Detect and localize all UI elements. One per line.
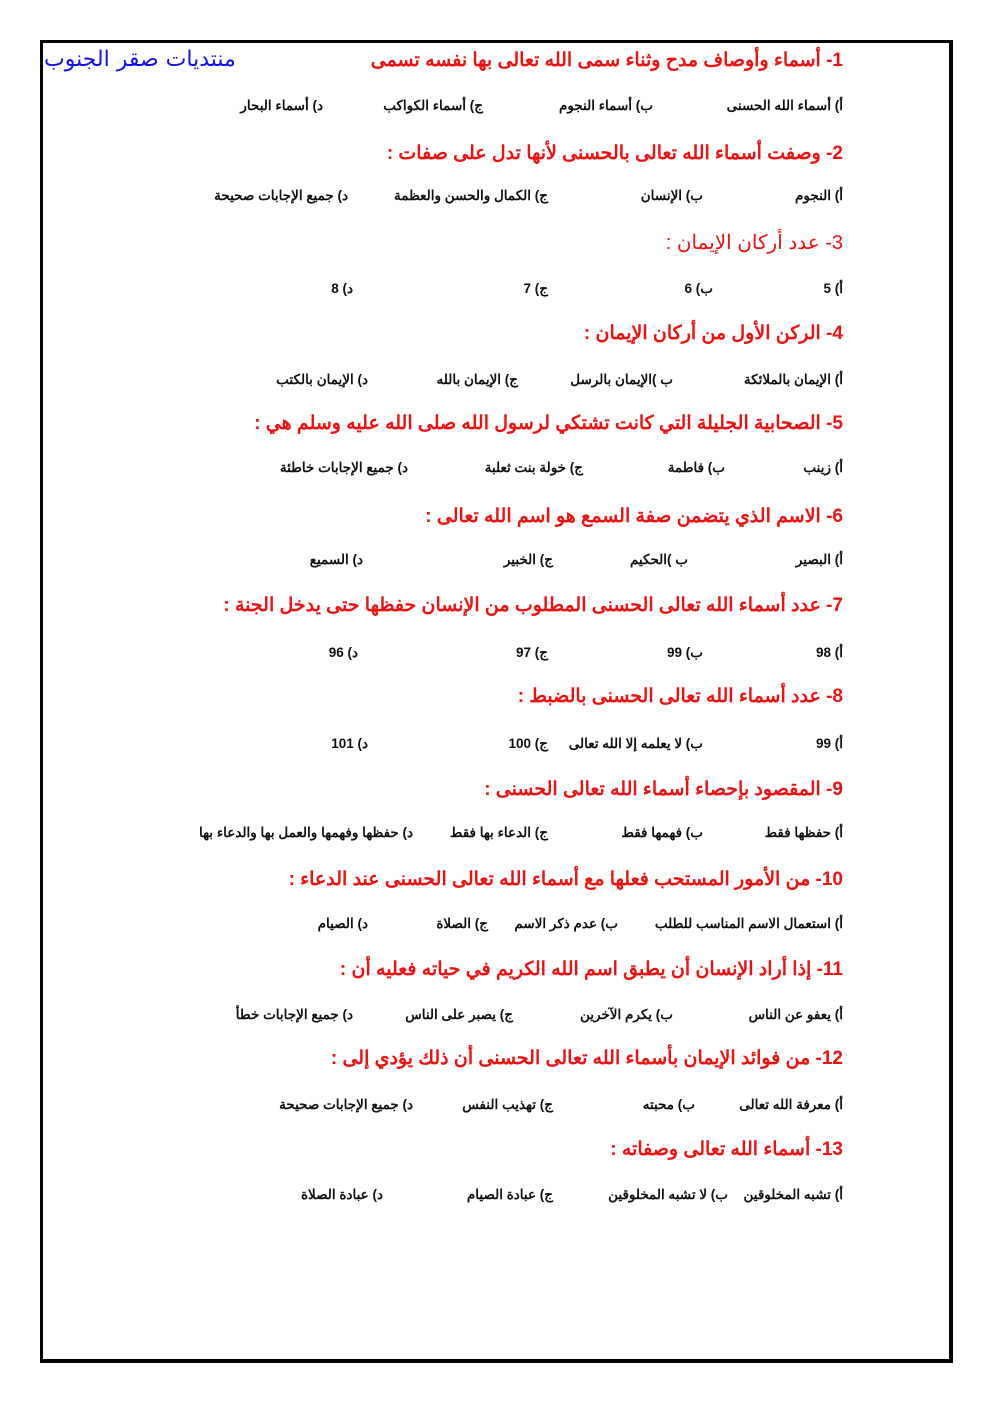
option-11b: ب) يكرم الآخرين — [579, 1007, 673, 1022]
option-11d: د) جميع الإجابات خطأ — [235, 1007, 353, 1022]
option-10b: ب) عدم ذكر الاسم — [514, 916, 618, 931]
option-8d: د) 101 — [331, 736, 368, 751]
question-1: 1- أسماء وأوصاف مدح وثناء سمى الله تعالى بها نفسه تسمى — [370, 50, 843, 71]
option-9d: د) حفظها وفهمها والعمل بها والدعاء بها — [198, 825, 413, 840]
option-1d: د) أسماء البحار — [240, 98, 323, 113]
option-7d: د) 96 — [328, 645, 358, 660]
option-4b: ب )الإيمان بالرسل — [570, 372, 673, 387]
option-2b: ب) الإنسان — [640, 188, 703, 203]
option-12b: ب) محبته — [642, 1097, 695, 1112]
option-4a: أ) الإيمان بالملائكة — [743, 372, 843, 387]
option-7a: أ) 98 — [815, 645, 843, 660]
option-13d: د) عبادة الصلاة — [300, 1187, 383, 1202]
option-1c: ج) أسماء الكواكب — [383, 98, 483, 113]
option-3d: د) 8 — [331, 281, 353, 296]
question-8: 8- عدد أسماء الله تعالى الحسنى بالضبط : — [517, 686, 843, 707]
option-6a: أ) البصير — [795, 552, 843, 567]
option-10d: د) الصيام — [317, 916, 368, 931]
question-9: 9- المقصود بإحصاء أسماء الله تعالى الحسنى : — [484, 779, 843, 800]
question-4: 4- الركن الأول من أركان الإيمان : — [583, 323, 843, 344]
option-12c: ج) تهذيب النفس — [462, 1097, 553, 1112]
question-12: 12- من فوائد الإيمان بأسماء الله تعالى الحسنى أن ذلك يؤدي إلى : — [330, 1048, 843, 1069]
option-10a: أ) استعمال الاسم المناسب للطلب — [654, 916, 843, 931]
option-10c: ج) الصلاة — [436, 916, 488, 931]
option-6d: د) السميع — [309, 552, 363, 567]
option-2a: أ) النجوم — [795, 188, 843, 203]
option-1a: أ) أسماء الله الحسنى — [726, 98, 843, 113]
question-3: 3- عدد أركان الإيمان : — [665, 232, 843, 254]
option-3c: ج) 7 — [523, 281, 548, 296]
option-13c: ج) عبادة الصيام — [466, 1187, 553, 1202]
option-5b: ب) فاطمة — [667, 460, 725, 475]
option-5d: د) جميع الإجابات خاطئة — [279, 460, 408, 475]
option-9b: ب) فهمها فقط — [621, 825, 703, 840]
option-13a: أ) تشبه المخلوقين — [743, 1187, 843, 1202]
option-3a: أ) 5 — [823, 281, 843, 296]
question-7: 7- عدد أسماء الله تعالى الحسنى المطلوب من الإنسان حفظها حتى يدخل الجنة : — [223, 595, 843, 616]
question-13: 13- أسماء الله تعالى وصفاته : — [610, 1139, 843, 1160]
option-6c: ج) الخبير — [503, 552, 553, 567]
option-4c: ج) الإيمان بالله — [436, 372, 518, 387]
option-13b: ب) لا تشبه المخلوقين — [608, 1187, 728, 1202]
option-2d: د) جميع الإجابات صحيحة — [214, 188, 348, 203]
option-2c: ج) الكمال والحسن والعظمة — [394, 188, 548, 203]
option-11a: أ) يعفو عن الناس — [748, 1007, 843, 1022]
option-7c: ج) 97 — [516, 645, 548, 660]
option-5a: أ) زينب — [803, 460, 843, 475]
question-10: 10- من الأمور المستحب فعلها مع أسماء الله تعالى الحسنى عند الدعاء : — [288, 869, 843, 890]
site-title: منتديات صقر الجنوب — [44, 47, 236, 72]
option-6b: ب )الحكيم — [629, 552, 688, 567]
option-4d: د) الإيمان بالكتب — [276, 372, 368, 387]
question-5: 5- الصحابية الجليلة التي كانت تشتكي لرسول الله صلى الله عليه وسلم هي : — [254, 413, 843, 434]
option-9c: ج) الدعاء بها فقط — [449, 825, 548, 840]
option-8b: ب) لا يعلمه إلا الله تعالى — [568, 736, 703, 751]
option-8c: ج) 100 — [508, 736, 548, 751]
option-7b: ب) 99 — [667, 645, 703, 660]
question-6: 6- الاسم الذي يتضمن صفة السمع هو اسم الله تعالى : — [425, 506, 843, 527]
option-12a: أ) معرفة الله تعالى — [739, 1097, 843, 1112]
option-12d: د) جميع الإجابات صحيحة — [279, 1097, 413, 1112]
option-1b: ب) أسماء النجوم — [558, 98, 653, 113]
option-11c: ج) يصبر على الناس — [405, 1007, 513, 1022]
option-5c: ج) خولة بنت ثعلبة — [484, 460, 583, 475]
option-8a: أ) 99 — [815, 736, 843, 751]
option-9a: أ) حفظها فقط — [764, 825, 843, 840]
question-2: 2- وصفت أسماء الله تعالى بالحسنى لأنها تدل على صفات : — [386, 143, 843, 164]
question-11: 11- إذا أراد الإنسان أن يطبق اسم الله الكريم في حياته فعليه أن : — [339, 959, 843, 980]
option-3b: ب) 6 — [684, 281, 713, 296]
